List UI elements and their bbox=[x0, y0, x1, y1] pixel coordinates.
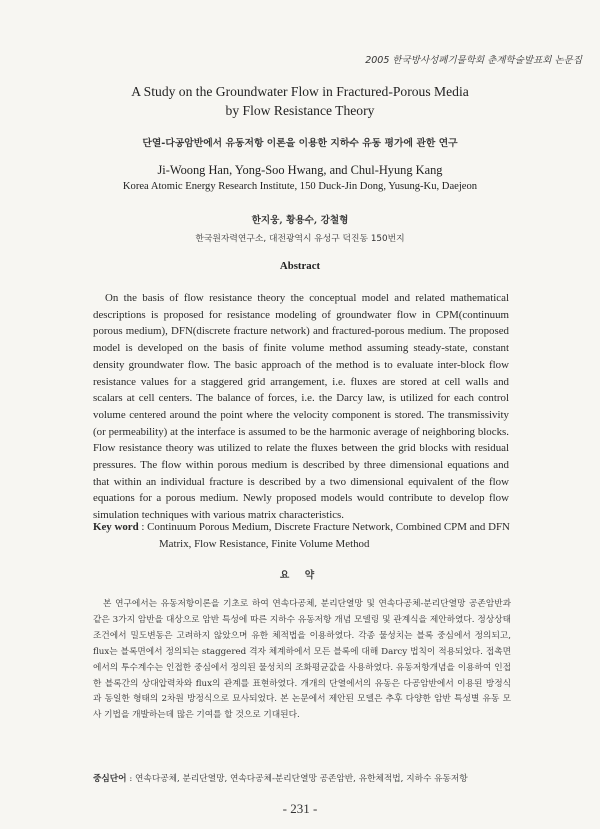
keywords-text-2: Matrix, Flow Resistance, Finite Volume Method bbox=[159, 537, 370, 550]
korean-keywords-label: 중심단어 bbox=[93, 774, 127, 784]
authors: Ji-Woong Han, Yong-Soo Hwang, and Chul-Hyung Kang bbox=[157, 163, 443, 177]
korean-abstract-heading: 요 약 bbox=[279, 570, 321, 581]
keywords-line-1 bbox=[93, 519, 523, 536]
keywords-text-1: Continuum Porous Medium, Discrete Fracture Network, Combined CPM and DFN bbox=[147, 521, 510, 533]
korean-title: 단열-다공암반에서 유동저항 이론을 이용한 지하수 유동 평가에 관한 연구 bbox=[142, 138, 458, 149]
keywords bbox=[93, 519, 523, 552]
affiliation: Korea Atomic Energy Research Institute, 150 Duck-Jin Dong, Yusung-Ku, Daejeon bbox=[122, 181, 478, 192]
korean-keywords-separator: : bbox=[126, 774, 136, 784]
page-number: - 231 - bbox=[282, 801, 318, 816]
abstract-paragraph: On the basis of flow resistance theory the conceptual model and related mathematical descriptions is proposed for resistance modeling of groundwater flow in CPM(continuum porous medium), DFN(discrete fracture network) and fractured-porous medium. The proposed model is developed on the basis of finite volume method assuming steady-state, constant density groundwater flow. The basic approach of the method is to evaluate inter-block flow resistance values for a staggered grid arrangement, i.e. fluxes are stored at cell walls and scalars at cell centers. The balance of forces, i.e. the Darcy law, is utilized for each control volume centered around the point where the velocity component is stored. The transmissivity (or permeability) at the interface is assumed to be the harmonic average of neighboring blocks. Flow resistance theory was utilized to relate the fluxes between the grid blocks with residual pressures. The flow within porous medium is described by three dimensional equations and that within an individual fracture is described by a two dimensional equivalent of the flow equations for a porous medium. Newly proposed models would contribute to develop flow simulation techniques with various matrix characteristics. bbox=[93, 292, 509, 522]
keywords-label: Key word bbox=[93, 521, 139, 533]
title-line-1: A Study on the Groundwater Flow in Fractured-Porous Media bbox=[131, 84, 469, 99]
korean-keywords bbox=[93, 772, 533, 784]
korean-authors: 한지웅, 황용수, 강철형 bbox=[251, 215, 349, 226]
abstract-body bbox=[93, 290, 509, 524]
paper-title bbox=[0, 82, 600, 120]
korean-affiliation: 한국원자력연구소, 대전광역시 유성구 덕진동 150번지 bbox=[195, 234, 405, 244]
korean-abstract-body bbox=[93, 597, 511, 724]
korean-keywords-text: 연속다공체, 분리단열망, 연속다공체-분리단열망 공존암반, 유한체적법, 지하수 유동저항 bbox=[135, 774, 468, 784]
korean-abstract-paragraph: 본 연구에서는 유동저항이론을 기초로 하여 연속다공체, 분리단열망 및 연속다공체-분리단열망 공존암반과 같은 3가지 암반을 대상으로 암반 특성에 따른 지하수 유동저항 개념 모델링 및 관계식을 제안하였다. 정상상태조건에서 밀도변동은 고려하지 않았으며 유한 체적법을 이용하였다. 각종 물성치는 블록 중심에서 정의되고, flux는 블록면에서 정의되는 staggered 격자 체계하에서 모든 블록에 대해 Darcy 법칙이 적용되었다. 접촉면에서의 투수계수는 인접한 중심에서 정의된 물성치의 조화평균값을 사용하였다. 유동저항개념을 이용하여 인접한 블록간의 상대압력차와 flux의 관계를 표현하였다. 개개의 단열에서의 유동은 다공암반에서 이용된 방정식과 동일한 형태의 2차원 방정식으로 묘사되었다. 본 논문에서 제안된 모델은 추후 다양한 암반 특성별 유동 모사 기법을 개발하는데 많은 기여를 할 것으로 기대된다. bbox=[93, 599, 511, 721]
title-line-2: by Flow Resistance Theory bbox=[225, 103, 375, 118]
abstract-heading: Abstract bbox=[279, 260, 321, 272]
running-head: 2005 한국방사성폐기물학회 춘계학술발표회 논문집 bbox=[365, 55, 582, 66]
keywords-separator: : bbox=[138, 521, 148, 533]
